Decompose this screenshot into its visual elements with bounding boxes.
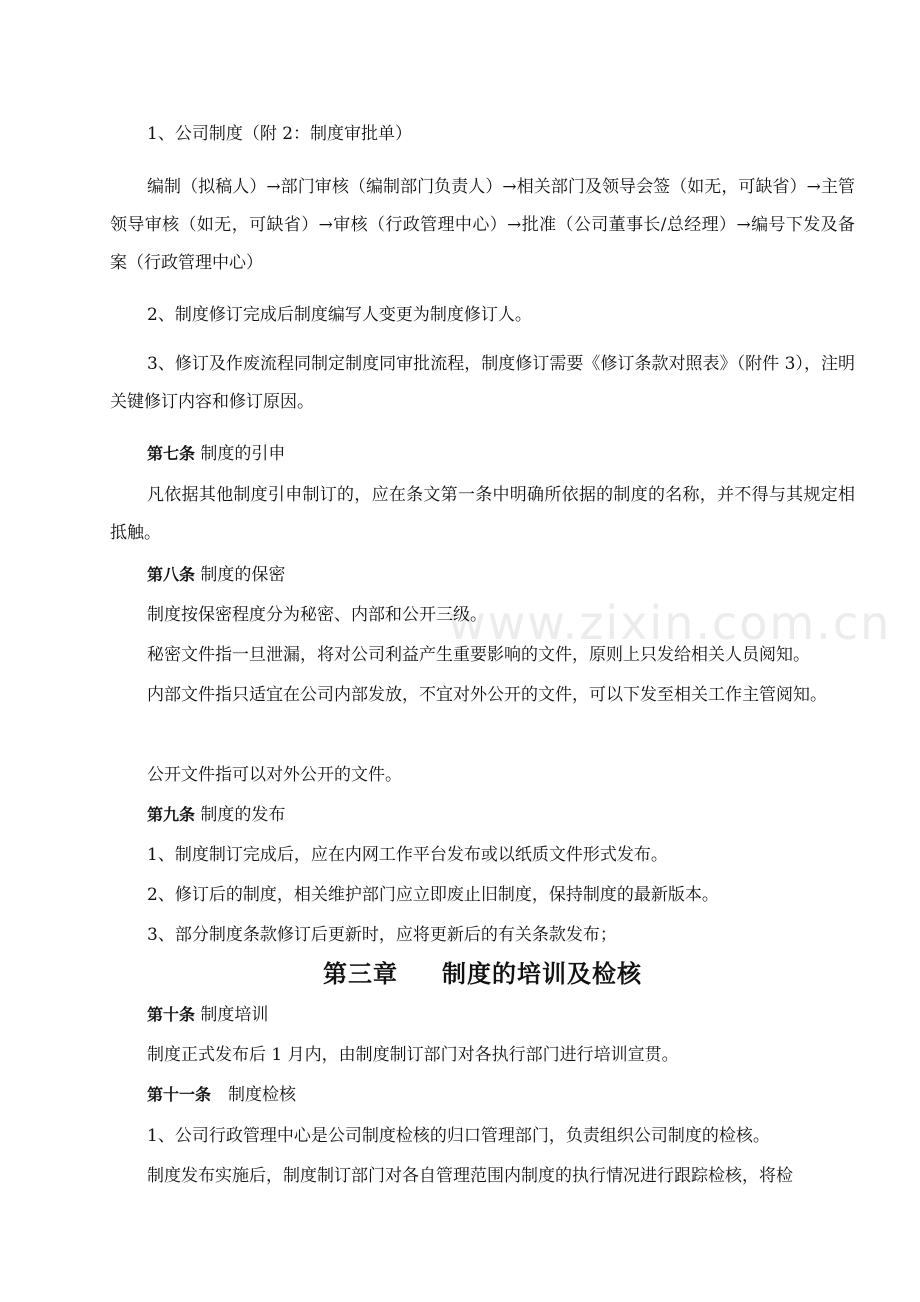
article-8-name: 制度的保密	[195, 565, 286, 585]
paragraph-publish-2: 2、修订后的制度，相关维护部门应立即废止旧制度，保持制度的最新版本。	[147, 885, 719, 905]
paragraph-approval-form: 1、公司制度（附 2：制度审批单）	[147, 124, 413, 144]
article-7-number: 第七条	[147, 444, 196, 463]
paragraph-approval-flow: 编制（拟稿人）→部门审核（编制部门负责人）→相关部门及领导会签（如无，可缺省）→主管领导审核（如无，可缺省）→审核（行政管理中心）→批准（公司董事长/总经理）→编号下发及备案（行政管理中心）	[110, 177, 855, 273]
paragraph-audit-owner: 1、公司行政管理中心是公司制度检核的归口管理部门，负责组织公司制度的检核。	[147, 1126, 770, 1146]
article-10-heading	[110, 1005, 855, 1025]
paragraph-derivation: 凡依据其他制度引申制订的，应在条文第一条中明确所依据的制度的名称，并不得与其规定相抵触。	[110, 485, 855, 543]
article-9-heading	[110, 805, 855, 825]
paragraph-training: 制度正式发布后 1 月内，由制度制订部门对各执行部门进行培训宣贯。	[147, 1045, 679, 1065]
paragraph-public-docs: 公开文件指可以对外公开的文件。	[147, 765, 402, 785]
chapter-title: 制度的培训及检核	[442, 960, 642, 988]
article-8-number: 第八条	[147, 565, 196, 584]
article-8-heading	[110, 565, 855, 585]
paragraph-revision-owner: 2、制度修订完成后制度编写人变更为制度修订人。	[147, 305, 532, 325]
paragraph-secret-docs: 秘密文件指一旦泄漏，将对公司利益产生重要影响的文件，原则上只发给相关人员阅知。	[147, 645, 810, 665]
paragraph-audit-tracking: 制度发布实施后，制度制订部门对各自管理范围内制度的执行情况进行跟踪检核，将检	[147, 1166, 793, 1186]
article-11-number: 第十一条	[147, 1085, 212, 1104]
article-10-number: 第十条	[147, 1005, 196, 1024]
article-7-name: 制度的引申	[195, 444, 286, 464]
chapter-heading	[110, 959, 855, 989]
watermark: www.zixin.com.cn	[448, 596, 892, 650]
paragraph-publish-3: 3、部分制度条款修订后更新时，应将更新后的有关条款发布；	[147, 925, 617, 945]
article-11-name: 制度检核	[211, 1085, 297, 1105]
article-7-heading	[110, 444, 855, 464]
paragraph-secrecy-levels: 制度按保密程度分为秘密、内部和公开三级。	[147, 605, 487, 625]
paragraph-publish-1: 1、制度制订完成后，应在内网工作平台发布或以纸质文件形式发布。	[147, 845, 668, 865]
chapter-number: 第三章	[323, 960, 398, 988]
article-9-name: 制度的发布	[195, 805, 286, 825]
article-10-name: 制度培训	[195, 1005, 269, 1025]
article-11-heading	[110, 1085, 855, 1105]
paragraph-revision-flow: 3、修订及作废流程同制定制度同审批流程，制度修订需要《修订条款对照表》（附件 3），注明关键修订内容和修订原因。	[110, 354, 855, 412]
article-9-number: 第九条	[147, 805, 196, 824]
paragraph-internal-docs: 内部文件指只适宜在公司内部发放，不宜对外公开的文件，可以下发至相关工作主管阅知。	[147, 685, 827, 705]
